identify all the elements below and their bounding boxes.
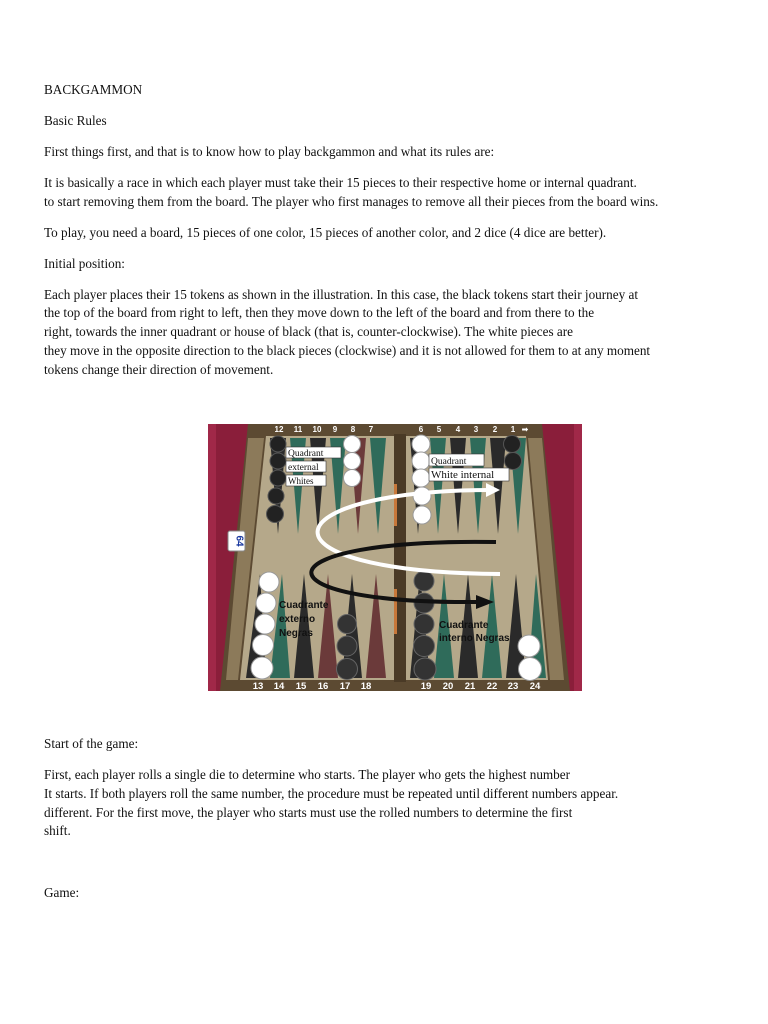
point-number: 19 <box>420 681 432 691</box>
point-number: 15 <box>295 681 307 691</box>
point-number: 9 <box>332 425 338 434</box>
point-number: 4 <box>455 425 461 434</box>
point-number: 5 <box>436 425 442 434</box>
die-value: 64 <box>233 535 245 547</box>
label-white-external-2: external <box>288 463 319 473</box>
label-white-external-1: Quadrant <box>288 449 324 459</box>
point-number: 14 <box>273 681 285 691</box>
paragraph-line: different. For the first move, the player who starts must use the rolled numbers to determine the first <box>44 805 573 820</box>
heading-initial-position: Initial position: <box>44 256 125 271</box>
point-number: 20 <box>442 681 454 691</box>
label-black-internal-2: interno Negras <box>439 633 510 644</box>
point-number: 17 <box>339 681 351 691</box>
point-number: 2 <box>492 425 498 434</box>
doc-title: BACKGAMMON <box>44 82 143 97</box>
paragraph-line: It is basically a race in which each player must take their 15 pieces to their respective home or internal quadrant. <box>44 175 637 190</box>
point-number: 8 <box>350 425 356 434</box>
paragraph-line: they move in the opposite direction to the black pieces (clockwise) and it is not allowed for them to at any moment <box>44 343 651 358</box>
doc-subtitle: Basic Rules <box>44 113 107 128</box>
point-number: 21 <box>464 681 476 691</box>
point-number: 1 <box>510 425 516 434</box>
label-black-external-3: Negras <box>279 628 313 639</box>
paragraph-line: It starts. If both players roll the same number, the procedure must be repeated until different numbers appear. <box>44 786 619 801</box>
point-number: 6 <box>418 425 424 434</box>
paragraph-line: Each player places their 15 tokens as shown in the illustration. In this case, the black tokens start their journey at <box>44 287 639 302</box>
paragraph-line: the top of the board from right to left, then they move down to the left of the board and from there to the <box>44 305 595 320</box>
paragraph-line: tokens change their direction of movement. <box>44 362 274 377</box>
paragraph-line: To play, you need a board, 15 pieces of one color, 15 pieces of another color, and 2 dice (4 dice are better). <box>44 225 607 240</box>
point-number: 7 <box>368 425 374 434</box>
point-number: 13 <box>252 681 264 691</box>
point-number: 11 <box>293 425 303 434</box>
point-number: 18 <box>360 681 372 691</box>
point-number: 16 <box>317 681 329 691</box>
point-number: 12 <box>274 425 284 434</box>
backgammon-board-illustration <box>208 424 582 691</box>
arrow-right-icon: ➡ <box>521 425 529 434</box>
label-black-external-1: Cuadrante <box>279 600 329 611</box>
point-number: 23 <box>507 681 519 691</box>
paragraph-intro: First things first, and that is to know how to play backgammon and what its rules are: <box>44 144 495 159</box>
paragraph-line: First, each player rolls a single die to determine who starts. The player who gets the highest number <box>44 767 571 782</box>
point-number: 10 <box>312 425 322 434</box>
point-number: 22 <box>486 681 498 691</box>
paragraph-line: to start removing them from the board. The player who first manages to remove all their pieces from the board wins. <box>44 194 659 209</box>
label-black-external-2: externo <box>279 614 316 625</box>
point-number: 24 <box>529 681 541 691</box>
point-number: 3 <box>473 425 479 434</box>
label-black-internal-1: Cuadrante <box>439 620 489 631</box>
board-bar <box>394 434 406 682</box>
heading-game: Game: <box>44 885 80 900</box>
paragraph-line: right, towards the inner quadrant or house of black (that is, counter-clockwise). The white pieces are <box>44 324 574 339</box>
label-white-internal-2: White internal <box>431 469 495 481</box>
label-white-internal-1: Quadrant <box>431 457 467 467</box>
label-white-external-3: Whites <box>288 476 314 486</box>
paragraph-line: shift. <box>44 823 71 838</box>
heading-start-of-game: Start of the game: <box>44 736 139 751</box>
